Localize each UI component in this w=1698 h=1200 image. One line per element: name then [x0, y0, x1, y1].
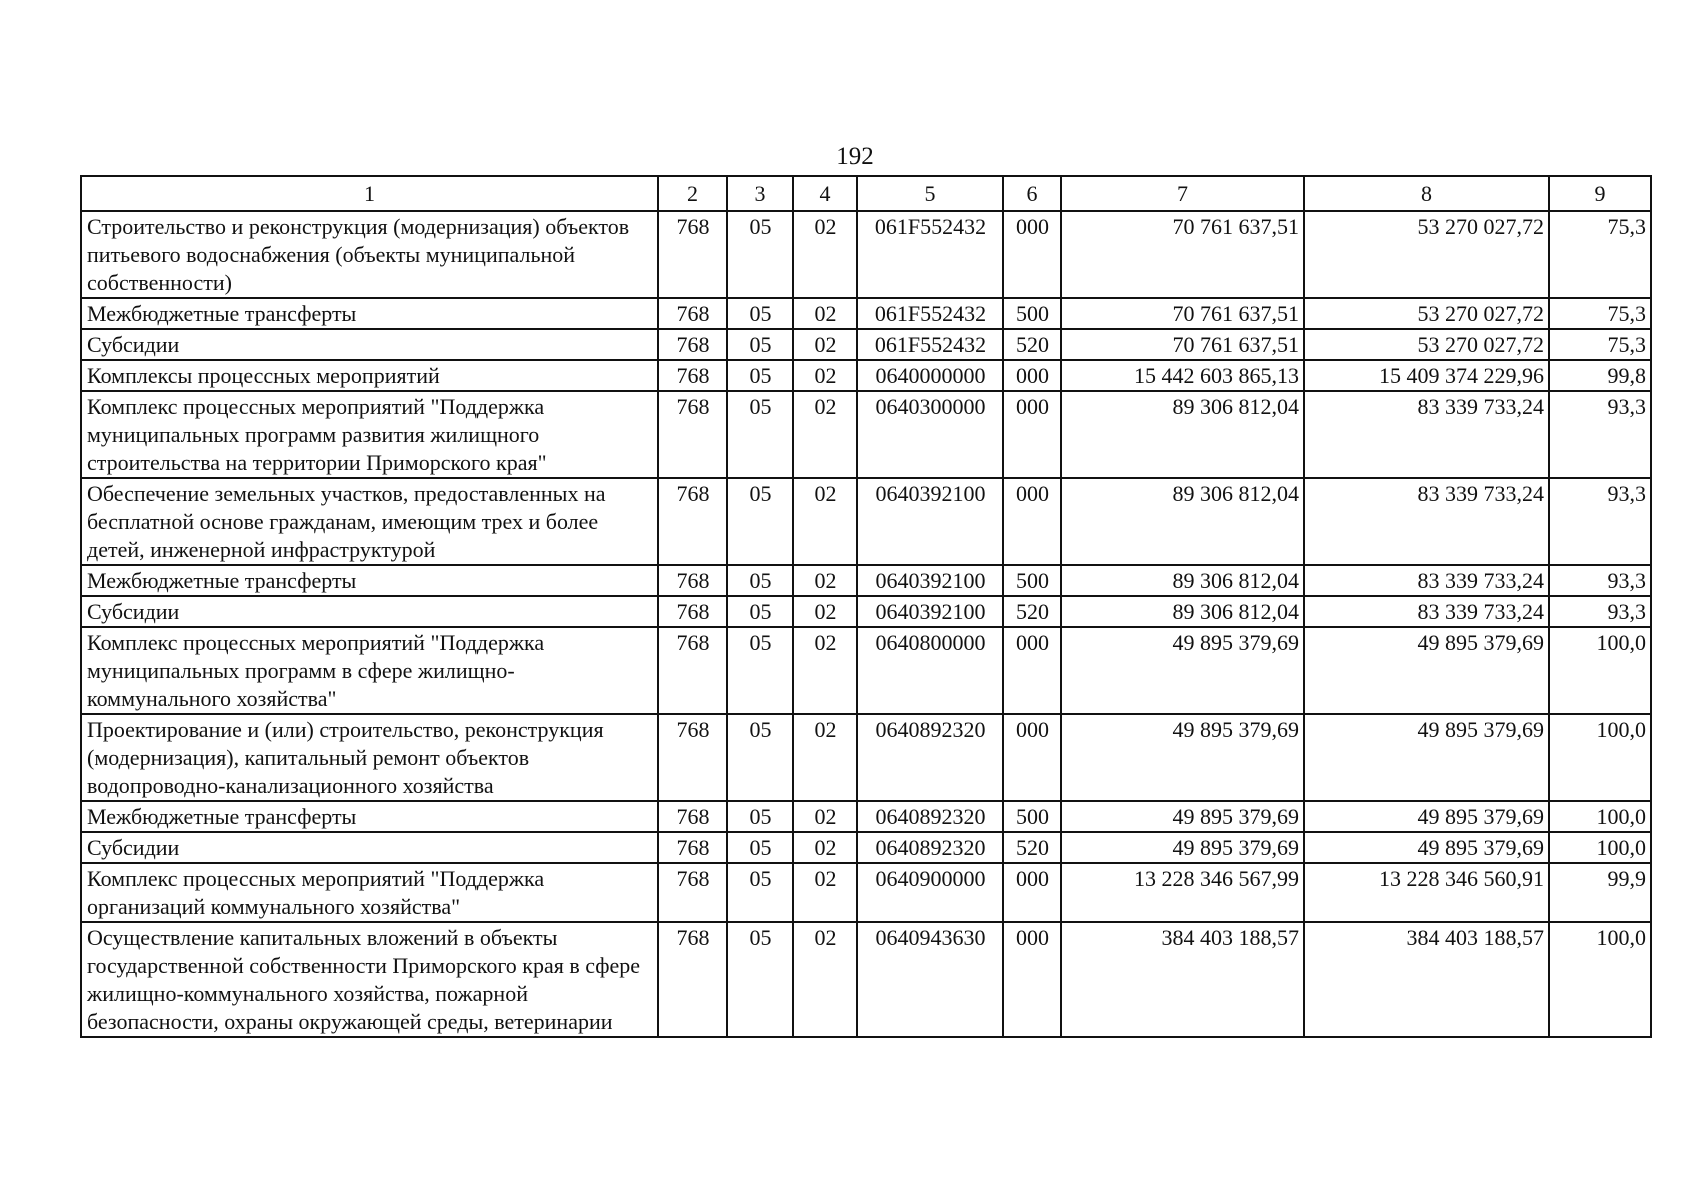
cell-col6: 000	[1003, 478, 1061, 565]
cell-col3: 05	[727, 391, 793, 478]
table-row	[81, 596, 1651, 627]
cell-col2: 768	[658, 565, 727, 596]
table-row	[81, 627, 1651, 714]
cell-col2: 768	[658, 596, 727, 627]
table-row	[81, 863, 1651, 922]
cell-col9: 100,0	[1549, 801, 1651, 832]
table-row	[81, 478, 1651, 565]
row-name: Субсидии	[81, 596, 658, 627]
cell-col8: 53 270 027,72	[1304, 329, 1549, 360]
cell-col4: 02	[793, 360, 857, 391]
cell-col8: 49 895 379,69	[1304, 627, 1549, 714]
cell-col4: 02	[793, 565, 857, 596]
column-header: 5	[857, 176, 1003, 211]
cell-col2: 768	[658, 922, 727, 1037]
cell-col7: 70 761 637,51	[1061, 211, 1304, 298]
cell-col3: 05	[727, 478, 793, 565]
table-row	[81, 298, 1651, 329]
table-row	[81, 801, 1651, 832]
table-row	[81, 922, 1651, 1037]
cell-col8: 49 895 379,69	[1304, 801, 1549, 832]
row-name: Субсидии	[81, 329, 658, 360]
cell-col4: 02	[793, 329, 857, 360]
row-name: Комплекс процессных мероприятий "Поддержка организаций коммунального хозяйства"	[81, 863, 658, 922]
cell-col5: 0640943630	[857, 922, 1003, 1037]
row-name: Проектирование и (или) строительство, реконструкция (модернизация), капитальный ремонт объектов водопроводно-канализационного хозяйства	[81, 714, 658, 801]
cell-col6: 000	[1003, 627, 1061, 714]
cell-col2: 768	[658, 329, 727, 360]
cell-col5: 0640900000	[857, 863, 1003, 922]
cell-col3: 05	[727, 329, 793, 360]
table-header	[81, 176, 1651, 211]
cell-col8: 83 339 733,24	[1304, 596, 1549, 627]
cell-col6: 500	[1003, 298, 1061, 329]
cell-col6: 000	[1003, 391, 1061, 478]
cell-col8: 83 339 733,24	[1304, 391, 1549, 478]
cell-col5: 0640392100	[857, 596, 1003, 627]
cell-col4: 02	[793, 478, 857, 565]
cell-col3: 05	[727, 863, 793, 922]
cell-col9: 93,3	[1549, 391, 1651, 478]
table-body	[81, 211, 1651, 1037]
cell-col7: 89 306 812,04	[1061, 596, 1304, 627]
cell-col9: 93,3	[1549, 596, 1651, 627]
cell-col3: 05	[727, 298, 793, 329]
cell-col4: 02	[793, 596, 857, 627]
cell-col5: 0640392100	[857, 565, 1003, 596]
cell-col8: 53 270 027,72	[1304, 298, 1549, 329]
cell-col3: 05	[727, 801, 793, 832]
table-row	[81, 211, 1651, 298]
cell-col4: 02	[793, 627, 857, 714]
cell-col4: 02	[793, 801, 857, 832]
header-row	[81, 176, 1651, 211]
row-name: Межбюджетные трансферты	[81, 298, 658, 329]
cell-col2: 768	[658, 801, 727, 832]
cell-col3: 05	[727, 596, 793, 627]
cell-col7: 89 306 812,04	[1061, 391, 1304, 478]
cell-col3: 05	[727, 211, 793, 298]
cell-col4: 02	[793, 832, 857, 863]
cell-col7: 89 306 812,04	[1061, 565, 1304, 596]
cell-col9: 93,3	[1549, 478, 1651, 565]
cell-col6: 000	[1003, 360, 1061, 391]
cell-col7: 15 442 603 865,13	[1061, 360, 1304, 391]
cell-col4: 02	[793, 391, 857, 478]
cell-col3: 05	[727, 714, 793, 801]
cell-col7: 89 306 812,04	[1061, 478, 1304, 565]
cell-col3: 05	[727, 627, 793, 714]
cell-col4: 02	[793, 298, 857, 329]
cell-col4: 02	[793, 714, 857, 801]
cell-col4: 02	[793, 922, 857, 1037]
cell-col9: 100,0	[1549, 714, 1651, 801]
cell-col5: 0640892320	[857, 801, 1003, 832]
cell-col2: 768	[658, 863, 727, 922]
row-name: Межбюджетные трансферты	[81, 801, 658, 832]
cell-col6: 000	[1003, 714, 1061, 801]
table-row	[81, 714, 1651, 801]
cell-col9: 99,8	[1549, 360, 1651, 391]
cell-col5: 0640892320	[857, 714, 1003, 801]
column-header: 3	[727, 176, 793, 211]
cell-col8: 83 339 733,24	[1304, 478, 1549, 565]
cell-col9: 93,3	[1549, 565, 1651, 596]
cell-col6: 520	[1003, 596, 1061, 627]
cell-col9: 75,3	[1549, 329, 1651, 360]
cell-col5: 061F552432	[857, 211, 1003, 298]
cell-col9: 100,0	[1549, 627, 1651, 714]
table-row	[81, 360, 1651, 391]
row-name: Межбюджетные трансферты	[81, 565, 658, 596]
cell-col2: 768	[658, 298, 727, 329]
cell-col6: 000	[1003, 211, 1061, 298]
cell-col5: 0640000000	[857, 360, 1003, 391]
cell-col8: 13 228 346 560,91	[1304, 863, 1549, 922]
cell-col7: 49 895 379,69	[1061, 832, 1304, 863]
column-header: 4	[793, 176, 857, 211]
cell-col5: 0640392100	[857, 478, 1003, 565]
cell-col7: 49 895 379,69	[1061, 627, 1304, 714]
cell-col8: 49 895 379,69	[1304, 832, 1549, 863]
cell-col2: 768	[658, 360, 727, 391]
cell-col8: 49 895 379,69	[1304, 714, 1549, 801]
cell-col6: 520	[1003, 329, 1061, 360]
cell-col5: 0640892320	[857, 832, 1003, 863]
cell-col5: 0640800000	[857, 627, 1003, 714]
cell-col3: 05	[727, 360, 793, 391]
cell-col5: 0640300000	[857, 391, 1003, 478]
page-number: 192	[836, 143, 874, 170]
cell-col9: 100,0	[1549, 832, 1651, 863]
cell-col7: 49 895 379,69	[1061, 714, 1304, 801]
cell-col6: 000	[1003, 863, 1061, 922]
row-name: Комплекс процессных мероприятий "Поддержка муниципальных программ в сфере жилищно-коммунального хозяйства"	[81, 627, 658, 714]
cell-col7: 13 228 346 567,99	[1061, 863, 1304, 922]
cell-col3: 05	[727, 922, 793, 1037]
cell-col2: 768	[658, 478, 727, 565]
table-row	[81, 329, 1651, 360]
cell-col2: 768	[658, 211, 727, 298]
row-name: Субсидии	[81, 832, 658, 863]
cell-col6: 500	[1003, 801, 1061, 832]
table-row	[81, 391, 1651, 478]
cell-col3: 05	[727, 832, 793, 863]
cell-col5: 061F552432	[857, 298, 1003, 329]
column-header: 2	[658, 176, 727, 211]
cell-col7: 70 761 637,51	[1061, 298, 1304, 329]
cell-col9: 99,9	[1549, 863, 1651, 922]
cell-col6: 000	[1003, 922, 1061, 1037]
cell-col6: 520	[1003, 832, 1061, 863]
cell-col2: 768	[658, 391, 727, 478]
row-name: Осуществление капитальных вложений в объекты государственной собственности Приморского края в сфере жилищно-коммунального хозяйства, пожарной безопасности, охраны окружающей среды, ветеринарии	[81, 922, 658, 1037]
table-row	[81, 565, 1651, 596]
cell-col2: 768	[658, 714, 727, 801]
cell-col4: 02	[793, 863, 857, 922]
cell-col3: 05	[727, 565, 793, 596]
cell-col9: 100,0	[1549, 922, 1651, 1037]
cell-col7: 70 761 637,51	[1061, 329, 1304, 360]
cell-col8: 83 339 733,24	[1304, 565, 1549, 596]
budget-table	[80, 175, 1652, 1038]
cell-col8: 384 403 188,57	[1304, 922, 1549, 1037]
column-header: 1	[81, 176, 658, 211]
column-header: 6	[1003, 176, 1061, 211]
cell-col7: 384 403 188,57	[1061, 922, 1304, 1037]
column-header: 9	[1549, 176, 1651, 211]
table-row	[81, 832, 1651, 863]
row-name: Комплекс процессных мероприятий "Поддержка муниципальных программ развития жилищного строительства на территории Приморского края"	[81, 391, 658, 478]
cell-col9: 75,3	[1549, 211, 1651, 298]
cell-col6: 500	[1003, 565, 1061, 596]
cell-col8: 53 270 027,72	[1304, 211, 1549, 298]
column-header: 7	[1061, 176, 1304, 211]
cell-col7: 49 895 379,69	[1061, 801, 1304, 832]
row-name: Комплексы процессных мероприятий	[81, 360, 658, 391]
cell-col2: 768	[658, 832, 727, 863]
row-name: Обеспечение земельных участков, предоставленных на бесплатной основе гражданам, имеющим трех и более детей, инженерной инфраструктурой	[81, 478, 658, 565]
cell-col5: 061F552432	[857, 329, 1003, 360]
cell-col9: 75,3	[1549, 298, 1651, 329]
cell-col4: 02	[793, 211, 857, 298]
column-header: 8	[1304, 176, 1549, 211]
cell-col2: 768	[658, 627, 727, 714]
row-name: Строительство и реконструкция (модернизация) объектов питьевого водоснабжения (объекты муниципальной собственности)	[81, 211, 658, 298]
cell-col8: 15 409 374 229,96	[1304, 360, 1549, 391]
